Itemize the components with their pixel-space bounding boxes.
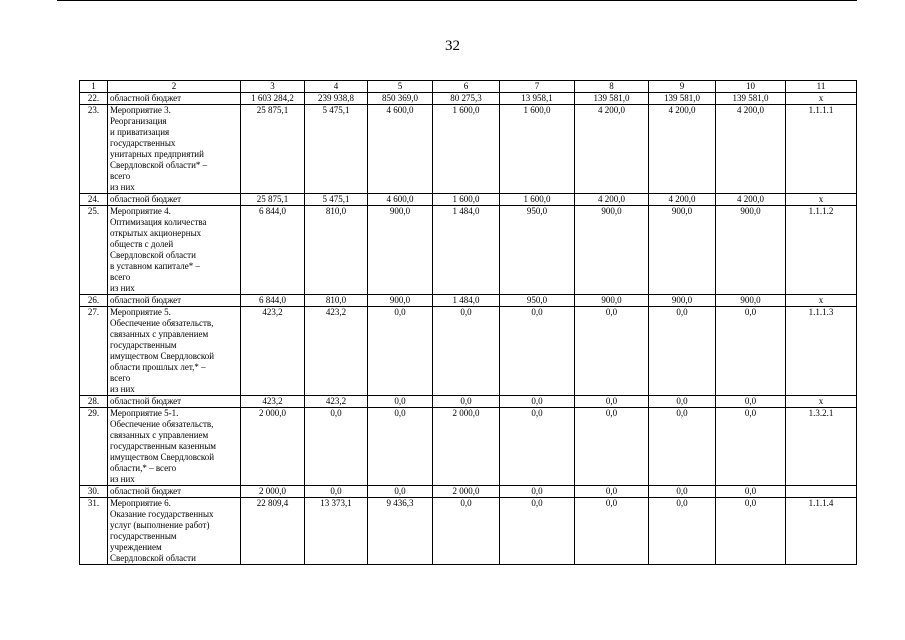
- budget-row: [80, 93, 857, 105]
- value-cell: 950,0: [500, 295, 575, 307]
- row-number: 23.: [80, 105, 108, 194]
- value-cell: 0,0: [649, 486, 716, 498]
- value-cell: 0,0: [433, 307, 500, 396]
- header-cell: 9: [649, 81, 716, 93]
- measure-row: [80, 498, 857, 565]
- value-cell: 0,0: [305, 408, 368, 486]
- measure-row: [80, 408, 857, 486]
- target-code: 1.1.1.1: [786, 105, 857, 194]
- row-number: 22.: [80, 93, 108, 105]
- budget-row: [80, 396, 857, 408]
- value-cell: 810,0: [305, 295, 368, 307]
- header-cell: 3: [241, 81, 305, 93]
- row-number: 24.: [80, 194, 108, 206]
- description-line: государственным: [110, 531, 177, 541]
- row-description: областной бюджет: [108, 194, 241, 206]
- description-line: всего: [110, 171, 131, 181]
- value-cell: 0,0: [433, 396, 500, 408]
- description-line: Оптимизация количества: [110, 217, 207, 227]
- top-rule: [57, 0, 857, 1]
- row-description: областной бюджет: [108, 93, 241, 105]
- target-code: x: [786, 194, 857, 206]
- row-description: [108, 498, 241, 565]
- value-cell: 810,0: [305, 206, 368, 295]
- value-cell: 423,2: [241, 307, 305, 396]
- description-line: Свердловской области: [110, 553, 196, 563]
- target-code: 1.1.1.3: [786, 307, 857, 396]
- value-cell: 900,0: [716, 295, 786, 307]
- description-line: всего: [110, 272, 131, 282]
- value-cell: 1 600,0: [500, 194, 575, 206]
- value-cell: 0,0: [500, 408, 575, 486]
- value-cell: 5 475,1: [305, 105, 368, 194]
- value-cell: 0,0: [649, 498, 716, 565]
- value-cell: 0,0: [305, 486, 368, 498]
- measure-row: [80, 105, 857, 194]
- value-cell: 0,0: [368, 486, 433, 498]
- description-line: имуществом Свердловской: [110, 351, 215, 361]
- value-cell: 0,0: [500, 486, 575, 498]
- value-cell: 4 600,0: [368, 194, 433, 206]
- description-line: имуществом Свердловской: [110, 452, 215, 462]
- value-cell: 80 275,3: [433, 93, 500, 105]
- value-cell: 0,0: [649, 307, 716, 396]
- value-cell: 0,0: [649, 408, 716, 486]
- row-number: 28.: [80, 396, 108, 408]
- measure-row: [80, 307, 857, 396]
- value-cell: 900,0: [716, 206, 786, 295]
- row-description: [108, 105, 241, 194]
- value-cell: 6 844,0: [241, 295, 305, 307]
- description-line: области прошлых лет,* –: [110, 362, 206, 372]
- value-cell: 1 600,0: [433, 194, 500, 206]
- target-code: x: [786, 295, 857, 307]
- row-description: областной бюджет: [108, 396, 241, 408]
- row-description: областной бюджет: [108, 486, 241, 498]
- value-cell: 0,0: [575, 307, 649, 396]
- header-cell: 11: [786, 81, 857, 93]
- target-code: x: [786, 93, 857, 105]
- value-cell: 0,0: [716, 498, 786, 565]
- value-cell: 1 603 284,2: [241, 93, 305, 105]
- value-cell: 239 938,8: [305, 93, 368, 105]
- value-cell: 850 369,0: [368, 93, 433, 105]
- value-cell: 0,0: [575, 396, 649, 408]
- header-cell: 8: [575, 81, 649, 93]
- budget-row: [80, 194, 857, 206]
- value-cell: 0,0: [716, 486, 786, 498]
- target-code: [786, 486, 857, 498]
- value-cell: 0,0: [716, 307, 786, 396]
- value-cell: 0,0: [649, 396, 716, 408]
- value-cell: 25 875,1: [241, 194, 305, 206]
- value-cell: 423,2: [305, 307, 368, 396]
- value-cell: 2 000,0: [433, 486, 500, 498]
- value-cell: 2 000,0: [433, 408, 500, 486]
- value-cell: 139 581,0: [575, 93, 649, 105]
- value-cell: 423,2: [305, 396, 368, 408]
- value-cell: 900,0: [575, 206, 649, 295]
- header-cell: 5: [368, 81, 433, 93]
- target-code: 1.1.1.2: [786, 206, 857, 295]
- value-cell: 0,0: [716, 408, 786, 486]
- description-line: открытых акционерных: [110, 228, 202, 238]
- value-cell: 2 000,0: [241, 408, 305, 486]
- description-line: услуг (выполнение работ): [110, 520, 210, 530]
- value-cell: 423,2: [241, 396, 305, 408]
- value-cell: 9 436,3: [368, 498, 433, 565]
- row-description: [108, 206, 241, 295]
- value-cell: 0,0: [433, 498, 500, 565]
- description-line: Мероприятие 4.: [110, 206, 171, 216]
- value-cell: 1 484,0: [433, 206, 500, 295]
- page-number: 32: [445, 38, 460, 54]
- row-description: областной бюджет: [108, 295, 241, 307]
- value-cell: 4 200,0: [649, 105, 716, 194]
- target-code: 1.1.1.4: [786, 498, 857, 565]
- value-cell: 1 600,0: [433, 105, 500, 194]
- description-line: связанных с управлением: [110, 329, 209, 339]
- description-line: области,* – всего: [110, 463, 177, 473]
- header-cell: 4: [305, 81, 368, 93]
- value-cell: 4 200,0: [649, 194, 716, 206]
- description-line: Свердловской области* –: [110, 160, 208, 170]
- description-line: обществ с долей: [110, 239, 174, 249]
- value-cell: 0,0: [575, 408, 649, 486]
- description-line: Свердловской области: [110, 250, 196, 260]
- description-line: Мероприятие 5-1.: [110, 408, 179, 418]
- row-number: 31.: [80, 498, 108, 565]
- value-cell: 13 958,1: [500, 93, 575, 105]
- value-cell: 900,0: [649, 206, 716, 295]
- value-cell: 139 581,0: [716, 93, 786, 105]
- description-line: унитарных предприятий: [110, 149, 204, 159]
- value-cell: 900,0: [368, 206, 433, 295]
- value-cell: 0,0: [500, 396, 575, 408]
- measure-row: [80, 206, 857, 295]
- description-line: из них: [110, 182, 135, 192]
- value-cell: 900,0: [649, 295, 716, 307]
- value-cell: 0,0: [500, 498, 575, 565]
- description-line: Обеспечение обязательств,: [110, 318, 214, 328]
- value-cell: 5 475,1: [305, 194, 368, 206]
- value-cell: 0,0: [500, 307, 575, 396]
- row-number: 27.: [80, 307, 108, 396]
- value-cell: 4 200,0: [716, 194, 786, 206]
- value-cell: 0,0: [575, 486, 649, 498]
- value-cell: 13 373,1: [305, 498, 368, 565]
- value-cell: 4 200,0: [716, 105, 786, 194]
- target-code: 1.3.2.1: [786, 408, 857, 486]
- description-line: связанных с управлением: [110, 430, 209, 440]
- header-cell: 7: [500, 81, 575, 93]
- value-cell: 950,0: [500, 206, 575, 295]
- description-line: и приватизация: [110, 127, 170, 137]
- description-line: учреждением: [110, 542, 162, 552]
- value-cell: 4 200,0: [575, 105, 649, 194]
- value-cell: 0,0: [575, 498, 649, 565]
- value-cell: 0,0: [368, 408, 433, 486]
- description-line: из них: [110, 474, 135, 484]
- value-cell: 0,0: [716, 396, 786, 408]
- description-line: Мероприятие 5.: [110, 307, 171, 317]
- value-cell: 0,0: [368, 307, 433, 396]
- row-description: [108, 307, 241, 396]
- description-line: из них: [110, 384, 135, 394]
- description-line: всего: [110, 373, 131, 383]
- row-number: 29.: [80, 408, 108, 486]
- value-cell: 1 600,0: [500, 105, 575, 194]
- description-line: в уставном капитале* –: [110, 261, 200, 271]
- value-cell: 2 000,0: [241, 486, 305, 498]
- value-cell: 25 875,1: [241, 105, 305, 194]
- description-line: Мероприятие 6.: [110, 498, 171, 508]
- description-line: государственных: [110, 138, 176, 148]
- value-cell: 900,0: [368, 295, 433, 307]
- description-line: Мероприятие 3.: [110, 105, 171, 115]
- budget-row: [80, 486, 857, 498]
- value-cell: 6 844,0: [241, 206, 305, 295]
- description-line: Оказание государственных: [110, 509, 214, 519]
- value-cell: 0,0: [368, 396, 433, 408]
- row-number: 30.: [80, 486, 108, 498]
- description-line: Реорганизация: [110, 116, 167, 126]
- header-row: [80, 81, 857, 93]
- target-code: x: [786, 396, 857, 408]
- header-cell: 2: [108, 81, 241, 93]
- value-cell: 900,0: [575, 295, 649, 307]
- description-line: Обеспечение обязательств,: [110, 419, 214, 429]
- budget-table: [79, 80, 857, 565]
- header-cell: 10: [716, 81, 786, 93]
- row-number: 26.: [80, 295, 108, 307]
- row-description: [108, 408, 241, 486]
- value-cell: 4 600,0: [368, 105, 433, 194]
- value-cell: 22 809,4: [241, 498, 305, 565]
- budget-row: [80, 295, 857, 307]
- description-line: из них: [110, 283, 135, 293]
- value-cell: 1 484,0: [433, 295, 500, 307]
- value-cell: 139 581,0: [649, 93, 716, 105]
- header-cell: 1: [80, 81, 108, 93]
- description-line: государственным казенным: [110, 441, 216, 451]
- table-body: [80, 81, 857, 565]
- description-line: государственным: [110, 340, 177, 350]
- value-cell: 4 200,0: [575, 194, 649, 206]
- row-number: 25.: [80, 206, 108, 295]
- header-cell: 6: [433, 81, 500, 93]
